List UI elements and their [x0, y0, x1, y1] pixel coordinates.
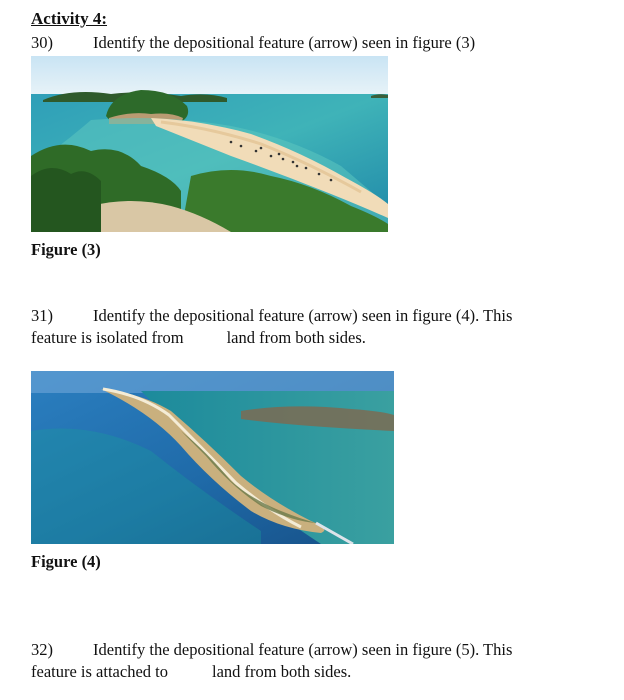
question-text: Identify the depositional feature (arrow) seen in figure (4). This [93, 306, 513, 325]
question-31 [31, 306, 512, 326]
question-text-part-b: land from both sides. [211, 662, 352, 681]
activity-title: Activity 4: [31, 9, 108, 28]
question-text: Identify the depositional feature (arrow) seen in figure (5). This [93, 640, 513, 659]
question-30 [31, 33, 475, 53]
figure-4-caption: Figure (4) [31, 552, 101, 571]
question-number: 31) [31, 306, 53, 325]
figure-4-image [31, 371, 394, 544]
question-text: Identify the depositional feature (arrow) seen in figure (3) [93, 33, 476, 52]
question-32-line2 [31, 662, 351, 682]
question-31-line2 [31, 328, 366, 348]
question-number: 30) [31, 33, 53, 52]
question-32 [31, 640, 512, 660]
figure-3-image [31, 56, 388, 232]
question-text-part-a: feature is isolated from [31, 328, 184, 347]
question-text-part-a: feature is attached to [31, 662, 168, 681]
question-text-part-b: land from both sides. [226, 328, 366, 347]
question-number: 32) [31, 640, 53, 659]
figure-3-caption: Figure (3) [31, 240, 101, 259]
